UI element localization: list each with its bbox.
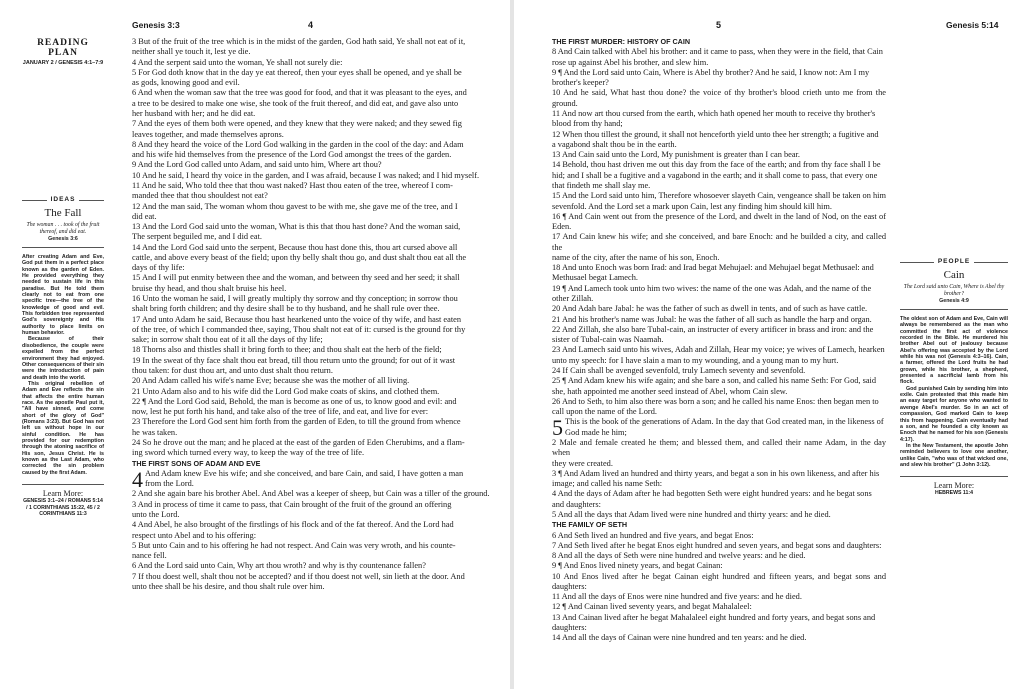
scripture-line: respect unto Abel and to his offering: [132,530,257,540]
right-page [514,0,1024,689]
scripture-line: and daughters: [552,499,601,509]
scripture-line: 14 And all the days of Cainan were nine hundred and ten years: and he died. [552,633,807,643]
scripture-line: 8 And all the days of Seth were nine hundred and twelve years: and he died. [552,551,806,561]
scripture-line: a tree to be desired to make one wise, she took of the fruit thereof, and did eat, and gave also unto [132,98,459,108]
scripture-line: 4 And the days of Adam after he had begotten Seth were eight hundred years: and he begat sons [552,489,872,499]
learn-divider [900,476,1008,477]
scripture-line: 6 And Seth lived an hundred and five years, and begat Enos: [552,530,754,540]
scripture-line: 13 And Cainan lived after he begat Mahalaleel eight hundred and forty years, and begat sons and [552,612,876,622]
chapter-number: 5 [552,415,563,441]
scripture-line: 3 ¶ And Adam lived an hundred and thirty years, and begat a son in his own likeness, and after his [552,468,880,478]
scripture-line: 18 And unto Enoch was born Irad: and Irad begat Mehujael: and Mehujael begat Methusael: and [552,263,874,273]
scripture-line: 2 And she again bare his brother Abel. And Abel was a keeper of sheep, but Cain was a tiller of the ground. [132,489,490,499]
reading-plan-title: READING PLAN [37,38,89,58]
chapter-start [132,466,498,492]
scripture-line: 7 And Seth lived after he begat Enos eight hundred and seven years, and begat sons and daughters: [552,540,882,550]
scripture-line: The serpent beguiled me, and I did eat. [132,232,262,242]
scripture-line: 11 And all the days of Enos were nine hundred and five years: and he died. [552,592,802,602]
running-header-right: Genesis 5:14 [946,20,999,30]
scripture-line: as gods, knowing good and evil. [132,78,240,88]
scripture-line: now, lest he put forth his hand, and take also of the tree of life, and eat, and live for ever: [132,407,429,417]
chapter-start [552,415,886,441]
section-heading: THE FIRST SONS OF ADAM AND EVE [132,458,261,468]
scripture-line: she, hath appointed me another seed instead of Abel, whom Cain slew. [552,386,788,396]
scripture-line: shalt bring forth children; and thy desire shall be to thy husband, and he shall rule over thee. [132,304,440,314]
page-number-right: 5 [716,20,722,30]
scripture-line: 6 And when the woman saw that the tree was good for food, and that it was pleasant to the eyes, and [132,88,467,98]
scripture-line: 13 And the Lord God said unto the woman, What is this that thou hast done? And the woman said, [132,222,461,232]
people-paragraph: In the New Testament, the apostle John reminded believers to love one another, unlike Cain, "who was of that wicked one, and slew his brother" (1 John 3:12). [900,442,1008,468]
people-quote: The Lord said unto Cain, Where is Abel thy brother? [903,284,1005,297]
learn-more-label: Learn More: [933,481,975,491]
scripture-line: sake; in sorrow shalt thou eat of it all the days of thy life; [132,335,323,345]
scripture-line: cattle, and above every beast of the field; upon thy belly shalt thou go, and dust shalt thou eat all the [132,252,467,262]
scripture-line: 10 And Enos lived after he begat Cainan eight hundred and fifteen years, and begat sons and daughters: [552,571,886,591]
scripture-line: leaves together, and made themselves aprons. [132,129,284,139]
scripture-line: 24 So he drove out the man; and he placed at the east of the garden of Eden Cherubims, and a flam- [132,437,465,447]
scripture-line: ing sword which turned every way, to keep the way of the tree of life. [132,448,365,458]
people-box [900,258,1008,497]
right-sidebar [900,258,1008,497]
scripture-line: sister of Tubal-cain was Naamah. [552,335,664,345]
scripture-line: 10 And he said, I heard thy voice in the garden, and I was afraid, because I was naked; and I hid myself. [132,170,480,180]
scripture-line: 12 ¶ And Cainan lived seventy years, and begat Mahalaleel: [552,602,752,612]
scripture-line: sevenfold. And the Lord set a mark upon Cain, lest any finding him should kill him. [552,201,832,211]
scripture-line: 19 In the sweat of thy face shalt thou eat bread, till thou return unto the ground; for out of it wast [132,355,456,365]
scripture-line: unto the Lord. [132,509,180,519]
scripture-line: from the Lord. [145,479,194,489]
scripture-line: of the tree, of which I commanded thee, saying, Thou shalt not eat of it: cursed is the ground for thy [132,324,466,334]
scripture-line: 23 And Lamech said unto his wives, Adah and Zillah, Hear my voice; ye wives of Lamech, hearken [552,345,885,355]
scripture-line: brother's keeper? [552,78,609,88]
scripture-line: 7 If thou doest well, shalt thou not be accepted? and if thou doest not well, sin lieth at the door. And [132,571,465,581]
scripture-line: 17 And unto Adam he said, Because thou hast hearkened unto the voice of thy wife, and hast eaten [132,314,462,324]
scripture-line: 16 ¶ And Cain went out from the presence of the Lord, and dwelt in the land of Nod, on the east of Eden. [552,211,886,232]
scripture-line: blood from thy hand; [552,119,623,129]
scripture-line: 12 When thou tillest the ground, it shall not henceforth yield unto thee her strength; a fugitive and [552,129,879,139]
scripture-line: that findeth me shall slay me. [552,180,651,190]
scripture-column-left [132,37,498,592]
scripture-line: days of thy life: [132,263,185,273]
scripture-line: 14 And the Lord God said unto the serpent, Because thou hast done this, thou art cursed above all [132,242,458,252]
scripture-line: This is the book of the generations of Adam. In the day that God created man, in the likeness of [565,417,884,427]
scripture-line: 4 And Abel, he also brought of the firstlings of his flock and of the fat thereof. And the Lord had [132,520,454,530]
people-body [900,316,1008,468]
scripture-line: 9 ¶ And Enos lived ninety years, and begat Cainan: [552,561,723,571]
scripture-line: unto my speech: for I have slain a man to my wounding, and a young man to my hurt. [552,355,839,365]
scripture-line: 18 Thorns also and thistles shall it bring forth to thee; and thou shalt eat the herb of the field; [132,345,442,355]
scripture-line: manded thee that thou shouldest not eat? [132,191,268,201]
scripture-line: 15 And the Lord said unto him, Therefore whosoever slayeth Cain, vengeance shall be taken on him [552,191,886,201]
scripture-line: 10 And he said, What hast thou done? the voice of thy brother's blood crieth unto me from the ground. [552,88,886,108]
scripture-line: neither shall ye touch it, lest ye die. [132,47,251,57]
running-header-left: Genesis 3:3 [132,20,180,30]
scripture-line: 3 But of the fruit of the tree which is in the midst of the garden, God hath said, Ye shall not eat of it, [132,37,466,46]
scripture-line: 20 And Adam called his wife's name Eve; because she was the mother of all living. [132,376,410,386]
ideas-body [22,254,104,476]
scripture-line: her husband with her; and he did eat. [132,108,256,118]
scripture-line: 2 Male and female created he them; and blessed them, and called their name Adam, in the day when [552,437,886,458]
scripture-line: 5 For God doth know that in the day ye eat thereof, then your eyes shall be opened, and ye shall be [132,67,462,77]
scripture-line: 26 And to Seth, to him also there was born a son; and he called his name Enos: then began men to [552,396,879,406]
scripture-line: And Adam knew Eve his wife; and she conceived, and bare Cain, and said, I have gotten a man [145,468,464,478]
reading-plan-date: JANUARY 2 / GENESIS 4:1–7:9 [22,60,104,66]
scripture-line: 5 But unto Cain and to his offering he had not respect. And Cain was very wroth, and his counte- [132,540,456,550]
scripture-line: 7 And the eyes of them both were opened, and they knew that they were naked; and they sewed fig [132,119,462,129]
scripture-line: Methusael begat Lamech. [552,273,638,283]
ideas-title: The Fall [44,207,82,219]
people-divider [900,309,1008,310]
scripture-line: bruise thy head, and thou shalt bruise his heel. [132,283,287,293]
ideas-ref: Genesis 3:6 [48,236,78,242]
learn-more-refs: HEBREWS 11:4 [934,490,974,497]
scripture-line: 8 And Cain talked with Abel his brother: and it came to pass, when they were in the field, that Cain [552,47,883,57]
section-heading: THE FIRST MURDER: HISTORY OF CAIN [552,37,691,46]
scripture-line: 19 ¶ And Lamech took unto him two wives: the name of the one was Adah, and the name of the [552,283,872,293]
people-title: Cain [943,269,965,281]
chapter-number: 4 [132,466,143,492]
scripture-line: 5 And all the days that Adam lived were nine hundred and thirty years: and he died. [552,509,831,519]
scripture-line: 23 Therefore the Lord God sent him forth from the garden of Eden, to till the ground from whence [132,417,461,427]
scripture-line: he was taken. [132,427,178,437]
scripture-line: image; and called his name Seth: [552,479,663,489]
scripture-line: 24 If Cain shall be avenged sevenfold, truly Lamech seventy and sevenfold. [552,366,806,375]
people-paragraph: The oldest son of Adam and Eve, Cain will always be remembered as the man who committed the first act of violence recorded in the Bible. He murdered his brother Abel out of jealousy because Abel's offering was accepted by the Lord while his was not (Genesis 4:3–16). Cain, a farmer, offered the Lord fruits he had grown, while his brother, a shepherd, presented a sacrificial lamb from his flock. [900,316,1008,386]
scripture-line: 4 And the serpent said unto the woman, Ye shall not surely die: [132,57,343,67]
scripture-line: 16 Unto the woman he said, I will greatly multiply thy sorrow and thy conception; in sorrow thou [132,294,458,304]
scripture-line: 22 ¶ And the Lord God said, Behold, the man is become as one of us, to know good and evil: and [132,396,457,406]
people-ref: Genesis 4:9 [939,298,969,304]
scripture-column-right [552,37,886,644]
people-paragraph: God punished Cain by sending him into exile. Cain protested that this made him an easy target for anyone who wanted to avenge Abel's murder. So in an act of compassion, God marked Cain to keep this from happening. Cain eventually had a son, and he founded a city known as Enoch that he named for his son (Genesis 4:17). [900,385,1008,443]
scripture-line: unto thee shall be his desire, and thou shalt rule over him. [132,581,325,591]
learn-more-refs: GENESIS 3:1–24 / ROMANS 5:14 / 1 CORINTHIANS 15:22, 45 / 2 CORINTHIANS 11:3 [23,498,103,518]
scripture-line: rose up against Abel his brother, and slew him. [552,57,709,67]
scripture-line: God made he him; [565,427,627,437]
scripture-line: they were created. [552,458,613,468]
scripture-line: 25 ¶ And Adam knew his wife again; and she bare a son, and called his name Seth: For God, said [552,376,877,386]
scripture-line: other Zillah. [552,294,594,304]
scripture-line: 6 And the Lord said unto Cain, Why art thou wroth? and why is thy countenance fallen? [132,561,426,571]
learn-divider [22,484,104,485]
scripture-line: 8 And they heard the voice of the Lord God walking in the garden in the cool of the day: and Adam [132,139,464,149]
people-label: PEOPLE [900,258,1008,265]
ideas-paragraph: Because of their disobedience, the couple were expelled from the perfect environment they had enjoyed. Other consequences of their sin were the introduction of pain and death into the world. [22,336,104,381]
scripture-line: 9 ¶ And the Lord said unto Cain, Where is Abel thy brother? And he said, I know not: Am I my [552,67,870,77]
scripture-line: thou taken: for dust thou art, and unto dust shalt thou return. [132,366,333,375]
scripture-line: call upon the name of the Lord. [552,407,657,417]
scripture-line: 15 And I will put enmity between thee and the woman, and between thy seed and her seed; it shall [132,273,460,283]
scripture-line: name of the city, after the name of his son, Enoch. [552,252,720,262]
scripture-line: 11 And now art thou cursed from the earth, which hath opened her mouth to receive thy brother's [552,108,876,118]
scripture-line: 3 And in process of time it came to pass, that Cain brought of the fruit of the ground an offering [132,499,452,509]
ideas-box [22,196,104,518]
scripture-line: 21 Unto Adam also and to his wife did the Lord God make coats of skins, and clothed them. [132,386,440,396]
scripture-line: 17 And Cain knew his wife; and she conceived, and bare Enoch: and he builded a city, and called the [552,232,886,252]
section-heading: THE FAMILY OF SETH [552,520,628,530]
scripture-line: 21 And his brother's name was Jubal: he was the father of all such as handle the harp and organ. [552,314,872,324]
scripture-line: 13 And Cain said unto the Lord, My punishment is greater than I can bear. [552,150,800,160]
learn-more-label: Learn More: [42,489,84,499]
scripture-line: daughters: [552,623,587,633]
scripture-line: 22 And Zillah, she also bare Tubal-cain, an instructer of every artificer in brass and iron: and the [552,324,874,334]
left-sidebar [22,38,104,518]
ideas-label: IDEAS [22,196,104,203]
left-page [0,0,510,689]
scripture-line: 9 And the Lord God called unto Adam, and said unto him, Where art thou? [132,160,382,170]
scripture-line: a vagabond shalt thou be in the earth. [552,139,677,149]
ideas-paragraph: After creating Adam and Eve, God put them in a perfect place known as the garden of Eden. He provided everything they needed to sustain life in this paradise. But He told them clearly not to eat from one specific tree—the tree of the knowledge of good and evil. This forbidden tree represented God's sovereignty and His authority to place limits on human behavior. [22,254,104,337]
scripture-line: did eat. [132,211,157,221]
scripture-line: hid; and I shall be a fugitive and a vagabond in the earth; and it shall come to pass, that every one [552,170,878,180]
scripture-line: 11 And he said, Who told thee that thou wast naked? Hast thou eaten of the tree, whereof I com- [132,180,453,190]
ideas-quote: The woman . . . took of the fruit thereof, and did eat. [26,222,100,235]
ideas-paragraph: This original rebellion of Adam and Eve reflects the sin that affects the entire human race. As the apostle Paul put it, "All have sinned, and come short of the glory of God" (Romans 3:23). But God has not left us without hope in our sinful condition. He has provided for our redemption through the atoning sacrifice of His son, Jesus Christ. He is known as the Last Adam, who corrected the sin problem caused by the first Adam. [22,380,104,476]
scripture-line: 20 And Adah bare Jabal: he was the father of such as dwell in tents, and of such as have cattle. [552,304,868,314]
ideas-divider [22,247,104,248]
scripture-line: 12 And the man said, The woman whom thou gavest to be with me, she gave me of the tree, and I [132,201,458,211]
scripture-line: 14 Behold, thou hast driven me out this day from the face of the earth; and from thy face shall I be [552,160,881,170]
scripture-line: nance fell. [132,551,167,561]
page-number-left: 4 [308,20,314,30]
scripture-line: and his wife hid themselves from the presence of the Lord God amongst the trees of the garden. [132,150,452,160]
